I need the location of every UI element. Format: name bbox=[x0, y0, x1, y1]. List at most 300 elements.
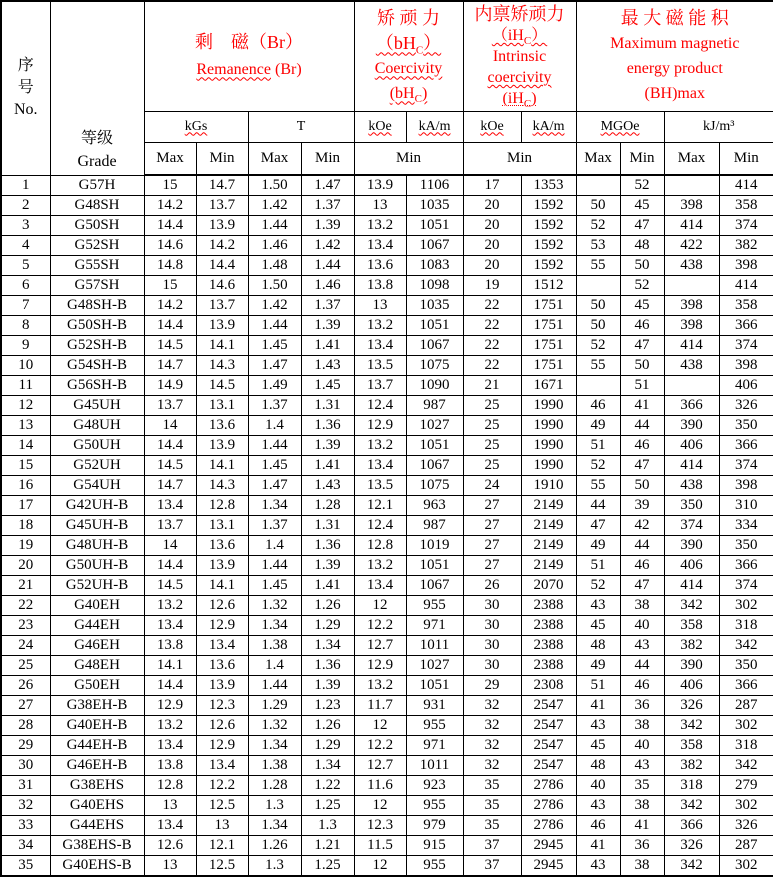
table-cell: 14.4 bbox=[196, 256, 248, 276]
table-cell: 10 bbox=[1, 356, 50, 376]
table-cell: 14.5 bbox=[144, 456, 196, 476]
table-cell: 43 bbox=[620, 756, 664, 776]
table-cell: 2547 bbox=[521, 756, 576, 776]
table-cell: 14.2 bbox=[144, 296, 196, 316]
table-cell: 52 bbox=[620, 175, 664, 196]
table-cell: 43 bbox=[576, 796, 620, 816]
table-cell: 955 bbox=[406, 856, 463, 877]
table-cell: 13 bbox=[354, 296, 406, 316]
table-cell: 350 bbox=[719, 656, 773, 676]
table-cell: 12.2 bbox=[354, 736, 406, 756]
table-row bbox=[1, 856, 773, 877]
table-cell: 13.1 bbox=[196, 396, 248, 416]
table-cell: 1.37 bbox=[301, 296, 354, 316]
col-header-grade bbox=[50, 1, 144, 175]
table-cell: 350 bbox=[719, 536, 773, 556]
table-cell: 1.45 bbox=[248, 456, 301, 476]
table-cell: 12.9 bbox=[196, 736, 248, 756]
table-row bbox=[1, 416, 773, 436]
table-cell: 13.2 bbox=[354, 556, 406, 576]
table-cell: 13 bbox=[144, 796, 196, 816]
table-cell: 38 bbox=[620, 596, 664, 616]
table-cell: 1990 bbox=[521, 436, 576, 456]
table-cell: 14.3 bbox=[196, 356, 248, 376]
table-cell: G40EH bbox=[50, 596, 144, 616]
table-cell: 47 bbox=[620, 336, 664, 356]
table-cell: 398 bbox=[664, 316, 719, 336]
table-cell: G48UH-B bbox=[50, 536, 144, 556]
table-cell: 35 bbox=[1, 856, 50, 877]
table-cell: 52 bbox=[576, 456, 620, 476]
table-cell: 1751 bbox=[521, 336, 576, 356]
table-cell: 11 bbox=[1, 376, 50, 396]
table-cell: 1353 bbox=[521, 175, 576, 196]
table-cell: 25 bbox=[463, 396, 521, 416]
table-cell: G50UH-B bbox=[50, 556, 144, 576]
table-cell: 302 bbox=[719, 856, 773, 877]
table-cell: 2945 bbox=[521, 856, 576, 877]
table-cell: 51 bbox=[576, 436, 620, 456]
table-cell: 41 bbox=[620, 816, 664, 836]
table-cell: 30 bbox=[463, 656, 521, 676]
table-row bbox=[1, 576, 773, 596]
table-cell: G52UH-B bbox=[50, 576, 144, 596]
table-cell: 49 bbox=[576, 416, 620, 436]
table-cell: 13.9 bbox=[196, 556, 248, 576]
table-cell: 334 bbox=[719, 516, 773, 536]
table-cell: 1.46 bbox=[301, 276, 354, 296]
table-cell: 44 bbox=[620, 656, 664, 676]
table-cell: 1.45 bbox=[248, 336, 301, 356]
table-cell: 52 bbox=[576, 576, 620, 596]
table-cell: 13.1 bbox=[196, 516, 248, 536]
table-cell: 13.2 bbox=[354, 216, 406, 236]
table-cell: 27 bbox=[1, 696, 50, 716]
table-cell: 1.3 bbox=[248, 856, 301, 877]
table-cell: 46 bbox=[576, 396, 620, 416]
table-cell: 1075 bbox=[406, 476, 463, 496]
table-cell: 318 bbox=[664, 776, 719, 796]
table-cell: 1990 bbox=[521, 396, 576, 416]
table-cell: G50EH bbox=[50, 676, 144, 696]
table-row bbox=[1, 836, 773, 856]
table-cell: 398 bbox=[719, 476, 773, 496]
table-cell: 25 bbox=[463, 436, 521, 456]
table-cell: 14.2 bbox=[196, 236, 248, 256]
table-cell: 1.25 bbox=[301, 856, 354, 877]
table-cell: G50SH bbox=[50, 216, 144, 236]
table-cell: G48UH bbox=[50, 416, 144, 436]
unit-kgs: kGs bbox=[144, 111, 248, 142]
table-cell: 406 bbox=[664, 676, 719, 696]
table-cell: 1.34 bbox=[248, 816, 301, 836]
table-cell: 1.44 bbox=[248, 676, 301, 696]
table-cell: 11.5 bbox=[354, 836, 406, 856]
table-cell: 955 bbox=[406, 596, 463, 616]
table-cell: 36 bbox=[620, 696, 664, 716]
table-cell: 35 bbox=[463, 816, 521, 836]
table-cell: 1.3 bbox=[248, 796, 301, 816]
table-cell: 12 bbox=[354, 856, 406, 877]
table-cell: 2547 bbox=[521, 716, 576, 736]
table-cell: 1035 bbox=[406, 196, 463, 216]
table-cell: 955 bbox=[406, 716, 463, 736]
table-cell: 14.4 bbox=[144, 216, 196, 236]
table-cell: 13.9 bbox=[196, 316, 248, 336]
table-cell: 438 bbox=[664, 256, 719, 276]
table-cell: 46 bbox=[620, 676, 664, 696]
table-cell: 1.44 bbox=[248, 556, 301, 576]
table-cell: 374 bbox=[719, 456, 773, 476]
table-cell: 14.6 bbox=[144, 236, 196, 256]
table-cell: 2149 bbox=[521, 536, 576, 556]
table-cell: 1.42 bbox=[248, 296, 301, 316]
group-header-energy-product bbox=[576, 1, 773, 111]
table-cell: 1751 bbox=[521, 296, 576, 316]
table-row bbox=[1, 596, 773, 616]
table-cell: 37 bbox=[463, 836, 521, 856]
table-cell: 12.8 bbox=[144, 776, 196, 796]
table-cell: 13.7 bbox=[144, 396, 196, 416]
subheader-ihc-min: Min bbox=[463, 142, 576, 175]
table-cell: 1.26 bbox=[301, 716, 354, 736]
table-cell: G46EH bbox=[50, 636, 144, 656]
table-cell: 2149 bbox=[521, 556, 576, 576]
table-cell bbox=[576, 276, 620, 296]
table-cell: 12.1 bbox=[354, 496, 406, 516]
table-cell: 342 bbox=[719, 636, 773, 656]
table-cell: 963 bbox=[406, 496, 463, 516]
unit-bhc-kam: kA/m bbox=[406, 111, 463, 142]
table-cell: G55SH bbox=[50, 256, 144, 276]
table-cell: 1.31 bbox=[301, 516, 354, 536]
table-cell: G56SH-B bbox=[50, 376, 144, 396]
table-cell: 1.44 bbox=[248, 216, 301, 236]
table-cell: 8 bbox=[1, 316, 50, 336]
table-cell: 326 bbox=[664, 696, 719, 716]
table-cell: 1.28 bbox=[248, 776, 301, 796]
table-cell: 1051 bbox=[406, 436, 463, 456]
table-cell: 1.32 bbox=[248, 596, 301, 616]
table-cell: 50 bbox=[620, 356, 664, 376]
unit-bhc-koe: kOe bbox=[354, 111, 406, 142]
table-cell: 14.9 bbox=[144, 376, 196, 396]
table-cell: 13.2 bbox=[144, 716, 196, 736]
subheader-t-min: Min bbox=[301, 142, 354, 175]
table-cell: 12.3 bbox=[196, 696, 248, 716]
table-cell: 14.1 bbox=[196, 576, 248, 596]
table-cell: 40 bbox=[576, 776, 620, 796]
table-cell: 24 bbox=[463, 476, 521, 496]
table-cell: 1.47 bbox=[301, 175, 354, 196]
table-cell: 12 bbox=[354, 796, 406, 816]
table-cell: 13.7 bbox=[196, 196, 248, 216]
table-cell: 43 bbox=[576, 856, 620, 877]
table-cell: 14.8 bbox=[144, 256, 196, 276]
table-cell: 1098 bbox=[406, 276, 463, 296]
table-cell: 52 bbox=[576, 336, 620, 356]
table-cell: 987 bbox=[406, 396, 463, 416]
table-cell: 19 bbox=[463, 276, 521, 296]
table-cell: 2945 bbox=[521, 836, 576, 856]
table-cell: 32 bbox=[1, 796, 50, 816]
table-cell: 49 bbox=[576, 536, 620, 556]
table-cell: G57H bbox=[50, 175, 144, 196]
table-row bbox=[1, 556, 773, 576]
table-cell: 414 bbox=[719, 175, 773, 196]
table-cell: 1751 bbox=[521, 316, 576, 336]
table-cell: 13.4 bbox=[144, 496, 196, 516]
table-cell: 1.44 bbox=[248, 436, 301, 456]
unit-mgoe: MGOe bbox=[576, 111, 664, 142]
intrinsic-symbol-en: $(iH_C)$ bbox=[502, 89, 537, 110]
table-cell: 15 bbox=[144, 276, 196, 296]
table-cell: G48SH-B bbox=[50, 296, 144, 316]
table-cell: 1.47 bbox=[248, 476, 301, 496]
table-cell: 50 bbox=[576, 196, 620, 216]
table-cell: 13.9 bbox=[196, 436, 248, 456]
table-cell: 1067 bbox=[406, 456, 463, 476]
table-cell: 1990 bbox=[521, 416, 576, 436]
table-cell: 1.39 bbox=[301, 316, 354, 336]
table-cell: 13.4 bbox=[196, 756, 248, 776]
table-cell: 25 bbox=[463, 416, 521, 436]
table-cell: 1067 bbox=[406, 576, 463, 596]
table-cell: 44 bbox=[620, 536, 664, 556]
table-cell: 13.2 bbox=[354, 676, 406, 696]
table-cell: 1.37 bbox=[248, 396, 301, 416]
table-cell: 24 bbox=[1, 636, 50, 656]
table-cell: 50 bbox=[620, 476, 664, 496]
table-cell: 406 bbox=[664, 556, 719, 576]
table-cell: 350 bbox=[664, 496, 719, 516]
table-cell: 13.9 bbox=[196, 216, 248, 236]
table-cell: 13.7 bbox=[144, 516, 196, 536]
table-cell: G44EH-B bbox=[50, 736, 144, 756]
table-cell: 1.34 bbox=[301, 756, 354, 776]
table-cell bbox=[664, 276, 719, 296]
energy-title-en2: energy product bbox=[626, 60, 723, 78]
table-row bbox=[1, 316, 773, 336]
table-cell: 2786 bbox=[521, 776, 576, 796]
table-cell: 4 bbox=[1, 236, 50, 256]
table-cell: 2308 bbox=[521, 676, 576, 696]
table-cell: 12.3 bbox=[354, 816, 406, 836]
table-cell: 48 bbox=[576, 756, 620, 776]
table-cell: 50 bbox=[576, 296, 620, 316]
table-cell: 48 bbox=[620, 236, 664, 256]
table-cell: 19 bbox=[1, 536, 50, 556]
table-cell: 358 bbox=[719, 296, 773, 316]
table-row bbox=[1, 536, 773, 556]
table-cell: G54UH bbox=[50, 476, 144, 496]
table-cell: 32 bbox=[463, 756, 521, 776]
table-cell: 44 bbox=[620, 416, 664, 436]
table-cell: 51 bbox=[576, 556, 620, 576]
table-row bbox=[1, 356, 773, 376]
table-cell: 38 bbox=[620, 856, 664, 877]
table-cell: 11.6 bbox=[354, 776, 406, 796]
table-row bbox=[1, 336, 773, 356]
table-row bbox=[1, 196, 773, 216]
table-cell: 302 bbox=[719, 716, 773, 736]
table-cell: 14.5 bbox=[144, 336, 196, 356]
table-cell: 406 bbox=[664, 436, 719, 456]
table-cell: 1.41 bbox=[301, 336, 354, 356]
table-cell: 47 bbox=[620, 456, 664, 476]
table-cell: 923 bbox=[406, 776, 463, 796]
table-cell: 42 bbox=[620, 516, 664, 536]
table-cell: 14.7 bbox=[196, 175, 248, 196]
table-cell: 13.8 bbox=[144, 756, 196, 776]
table-cell: 1.32 bbox=[248, 716, 301, 736]
subheader-mgoe-min: Min bbox=[620, 142, 664, 175]
table-cell: 13.4 bbox=[354, 576, 406, 596]
table-cell: 22 bbox=[463, 336, 521, 356]
table-cell: 46 bbox=[620, 316, 664, 336]
subheader-kgs-min: Min bbox=[196, 142, 248, 175]
unit-ihc-koe: kOe bbox=[463, 111, 521, 142]
table-cell: 1592 bbox=[521, 236, 576, 256]
table-cell: 12.6 bbox=[196, 716, 248, 736]
table-cell: 2388 bbox=[521, 636, 576, 656]
table-cell: 22 bbox=[1, 596, 50, 616]
table-row bbox=[1, 696, 773, 716]
table-cell: 390 bbox=[664, 416, 719, 436]
group-header-coercivity bbox=[354, 1, 463, 111]
table-cell: 1106 bbox=[406, 175, 463, 196]
table-cell: 20 bbox=[463, 196, 521, 216]
table-cell: 13 bbox=[196, 816, 248, 836]
table-cell: 17 bbox=[1, 496, 50, 516]
table-cell: 1.23 bbox=[301, 696, 354, 716]
table-cell: G48SH bbox=[50, 196, 144, 216]
table-cell: 2388 bbox=[521, 616, 576, 636]
table-cell: 46 bbox=[576, 816, 620, 836]
table-cell: 14.3 bbox=[196, 476, 248, 496]
table-cell: 55 bbox=[576, 256, 620, 276]
table-cell: 1051 bbox=[406, 316, 463, 336]
table-cell: 14.4 bbox=[144, 676, 196, 696]
coercivity-symbol-en: $(bH_C)$ bbox=[389, 85, 428, 106]
table-cell: 53 bbox=[576, 236, 620, 256]
table-row bbox=[1, 676, 773, 696]
table-cell: 1.21 bbox=[301, 836, 354, 856]
table-cell: 326 bbox=[664, 836, 719, 856]
table-cell: 3 bbox=[1, 216, 50, 236]
table-cell: 2786 bbox=[521, 796, 576, 816]
table-cell: 1083 bbox=[406, 256, 463, 276]
table-cell: 1.37 bbox=[248, 516, 301, 536]
table-cell: 414 bbox=[664, 456, 719, 476]
table-cell: 318 bbox=[719, 736, 773, 756]
table-cell: 382 bbox=[664, 756, 719, 776]
table-cell: 12.5 bbox=[196, 796, 248, 816]
table-body bbox=[1, 175, 773, 876]
table-cell: 1.31 bbox=[301, 396, 354, 416]
table-cell: 14.1 bbox=[196, 336, 248, 356]
subheader-kgs-max: Max bbox=[144, 142, 196, 175]
table-cell: 14.4 bbox=[144, 436, 196, 456]
table-cell: 2547 bbox=[521, 696, 576, 716]
table-row bbox=[1, 636, 773, 656]
table-cell: G38EHS-B bbox=[50, 836, 144, 856]
table-cell: 398 bbox=[664, 296, 719, 316]
table-cell: 2388 bbox=[521, 596, 576, 616]
table-cell: 1.38 bbox=[248, 756, 301, 776]
table-cell: 13.4 bbox=[354, 456, 406, 476]
table-cell: 21 bbox=[1, 576, 50, 596]
table-cell: 374 bbox=[719, 336, 773, 356]
table-cell: 1019 bbox=[406, 536, 463, 556]
table-cell: 398 bbox=[719, 356, 773, 376]
table-cell: 382 bbox=[719, 236, 773, 256]
table-cell: 1.4 bbox=[248, 656, 301, 676]
table-cell: 1512 bbox=[521, 276, 576, 296]
table-cell: 390 bbox=[664, 536, 719, 556]
table-cell: 13.6 bbox=[196, 416, 248, 436]
table-cell: 1.29 bbox=[301, 616, 354, 636]
table-cell: 27 bbox=[463, 536, 521, 556]
table-cell: 11.7 bbox=[354, 696, 406, 716]
table-cell: 1.22 bbox=[301, 776, 354, 796]
table-cell: 13.4 bbox=[354, 336, 406, 356]
table-row bbox=[1, 376, 773, 396]
table-cell: 21 bbox=[463, 376, 521, 396]
table-cell: 14.1 bbox=[144, 656, 196, 676]
table-cell: 13.6 bbox=[196, 536, 248, 556]
table-cell: G52SH-B bbox=[50, 336, 144, 356]
table-cell: 438 bbox=[664, 476, 719, 496]
table-cell: 43 bbox=[620, 636, 664, 656]
energy-title-en1: Maximum magnetic bbox=[610, 35, 740, 53]
table-cell: 1.26 bbox=[248, 836, 301, 856]
table-cell: 1910 bbox=[521, 476, 576, 496]
table-cell: 18 bbox=[1, 516, 50, 536]
intrinsic-title-en1: Intrinsic bbox=[492, 47, 547, 65]
table-cell: 20 bbox=[463, 236, 521, 256]
table-cell: 22 bbox=[463, 356, 521, 376]
table-cell: 13.4 bbox=[144, 816, 196, 836]
table-cell: 1027 bbox=[406, 416, 463, 436]
table-cell bbox=[664, 175, 719, 196]
table-cell: 1.28 bbox=[301, 496, 354, 516]
table-cell: 366 bbox=[719, 676, 773, 696]
table-cell: 13.7 bbox=[354, 376, 406, 396]
table-cell: 1.37 bbox=[301, 196, 354, 216]
table-cell: 414 bbox=[664, 216, 719, 236]
table-cell: 979 bbox=[406, 816, 463, 836]
table-cell: 1.50 bbox=[248, 276, 301, 296]
table-cell: 47 bbox=[620, 576, 664, 596]
table-cell: 1.41 bbox=[301, 576, 354, 596]
table-cell: 1.49 bbox=[248, 376, 301, 396]
table-cell: 1.26 bbox=[301, 596, 354, 616]
table-row bbox=[1, 756, 773, 776]
table-cell: 12.9 bbox=[144, 696, 196, 716]
table-cell: 26 bbox=[463, 576, 521, 596]
table-cell: 971 bbox=[406, 616, 463, 636]
table-cell: 1.43 bbox=[301, 356, 354, 376]
table-cell: 12 bbox=[354, 716, 406, 736]
table-cell: 51 bbox=[576, 676, 620, 696]
table-row bbox=[1, 736, 773, 756]
table-cell: 23 bbox=[1, 616, 50, 636]
table-cell: 13.2 bbox=[354, 316, 406, 336]
table-cell: 12.9 bbox=[354, 656, 406, 676]
table-cell: 2 bbox=[1, 196, 50, 216]
table-cell: 43 bbox=[576, 716, 620, 736]
